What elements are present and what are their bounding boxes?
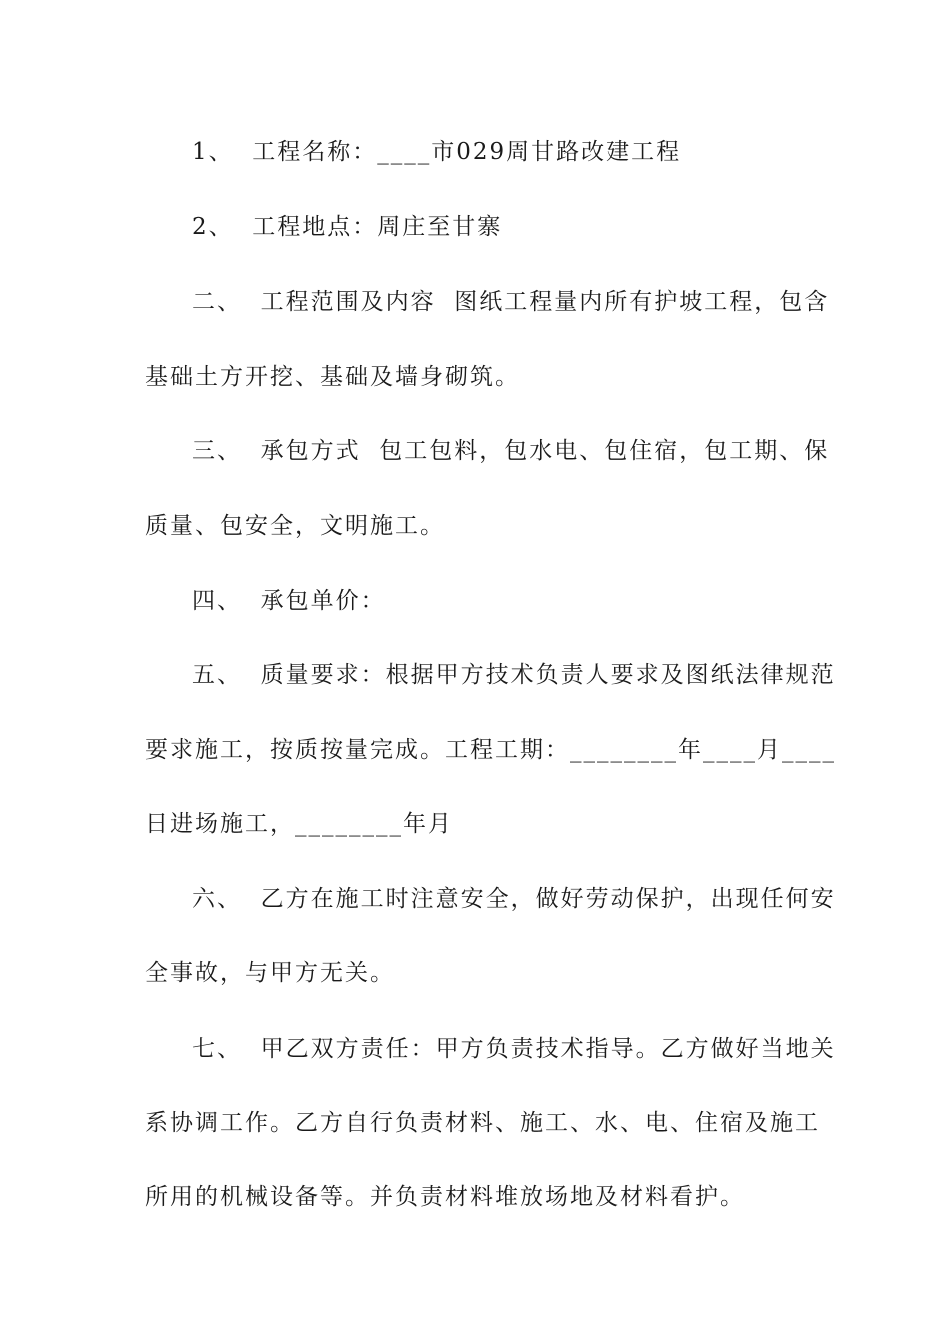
- line-construction-period: 日进场施工，________年月: [145, 811, 453, 837]
- line-responsibilities: 七、 甲乙双方责任：甲方负责技术指导。乙方做好当地关: [192, 1036, 836, 1062]
- line-responsibilities-continued-1: 系协调工作。乙方自行负责材料、施工、水、电、住宿及施工: [145, 1110, 820, 1136]
- line-scope-heading: 二、 工程范围及内容 图纸工程量内所有护坡工程，包含: [192, 289, 830, 315]
- line-safety: 六、 乙方在施工时注意安全，做好劳动保护，出现任何安: [192, 886, 836, 912]
- line-safety-continued: 全事故，与甲方无关。: [145, 960, 395, 986]
- line-project-name: 1、 工程名称：____市029周甘路改建工程: [192, 139, 682, 165]
- line-responsibilities-continued-2: 所用的机械设备等。并负责材料堆放场地及材料看护。: [145, 1184, 745, 1210]
- line-contract-method: 三、 承包方式 包工包料，包水电、包住宿，包工期、保: [192, 438, 830, 464]
- line-project-location: 2、 工程地点：周庄至甘寨: [192, 214, 503, 240]
- line-unit-price: 四、 承包单价：: [192, 588, 386, 614]
- line-contract-method-continued: 质量、包安全，文明施工。: [145, 513, 445, 539]
- line-quality-requirements-continued: 要求施工，按质按量完成。工程工期：________年____月____: [145, 737, 836, 763]
- line-quality-requirements: 五、 质量要求：根据甲方技术负责人要求及图纸法律规范: [192, 662, 836, 688]
- line-scope-continued: 基础土方开挖、基础及墙身砌筑。: [145, 364, 520, 390]
